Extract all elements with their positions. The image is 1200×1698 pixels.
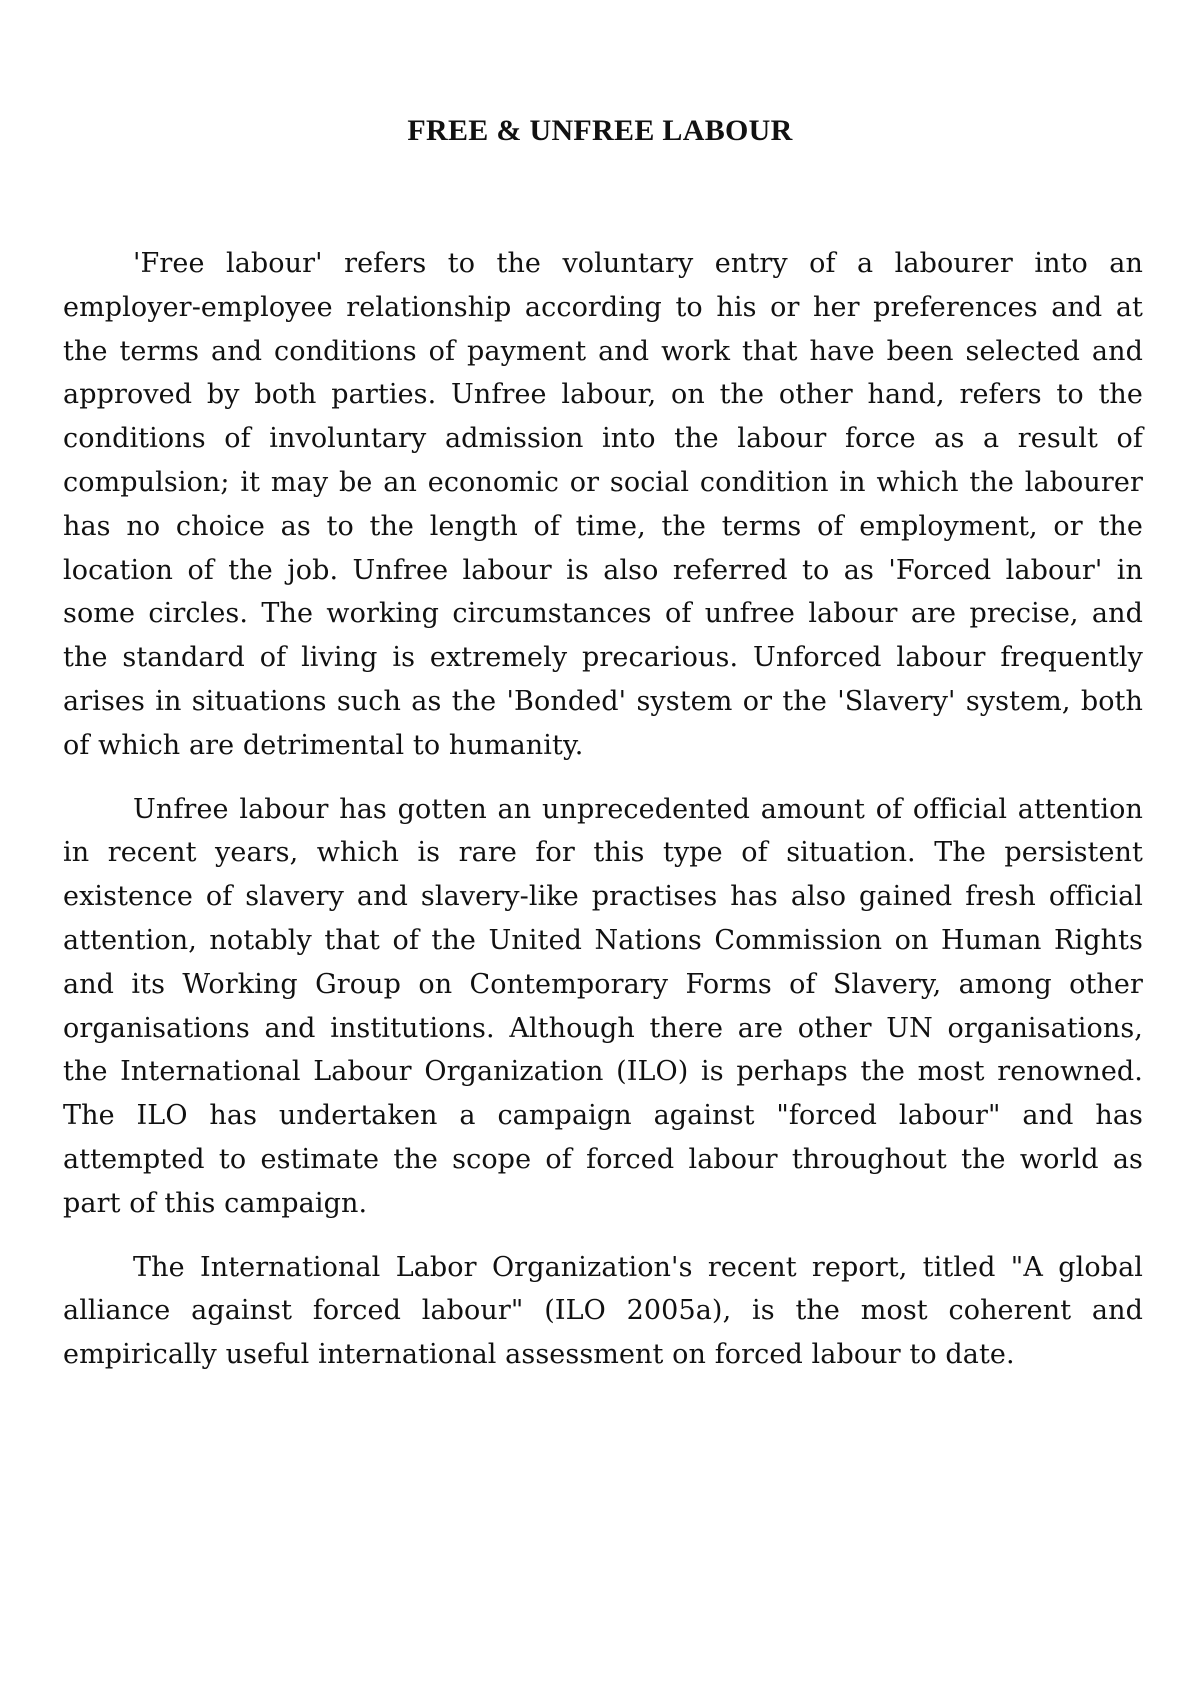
paragraph-free-vs-unfree: 'Free labour' refers to the voluntary entry of a labourer into an employer-employee relationship according to his or her preferences and at the terms and conditions of payment and work that have been selected and approved by both parties. Unfree labour, on the other hand, refers to the conditions of involuntary admission into the labour force as a result of compulsion; it may be an economic or social condition in which the labourer has no choice as to the length of time, the terms of employment, or the location of the job. Unfree labour is also referred to as 'Forced labour' in some circles. The working circumstances of unfree labour are precise, and the standard of living is extremely precarious. Unforced labour frequently arises in situations such as the 'Bonded' system or the 'Slavery' system, both of which are detrimental to humanity. [63, 248, 1143, 761]
document-title: FREE & UNFREE LABOUR [407, 114, 793, 147]
paragraph-ilo-report: The International Labor Organization's recent report, titled "A global alliance against forced labour" (ILO 2005a), is the most coherent and empirically useful international assessment on forced labour to date. [63, 1251, 1143, 1371]
document-body [63, 242, 1143, 1397]
paragraph-official-attention: Unfree labour has gotten an unprecedented amount of official attention in recent years, which is rare for this type of situation. The persistent existence of slavery and slavery-like practises has also gained fresh official attention, notably that of the United Nations Commission on Human Rights and its Working Group on Contemporary Forms of Slavery, among other organisations and institutions. Although there are other UN organisations, the International Labour Organization (ILO) is perhaps the most renowned. The ILO has undertaken a campaign against "forced labour" and has attempted to estimate the scope of forced labour throughout the world as part of this campaign. [63, 793, 1143, 1219]
